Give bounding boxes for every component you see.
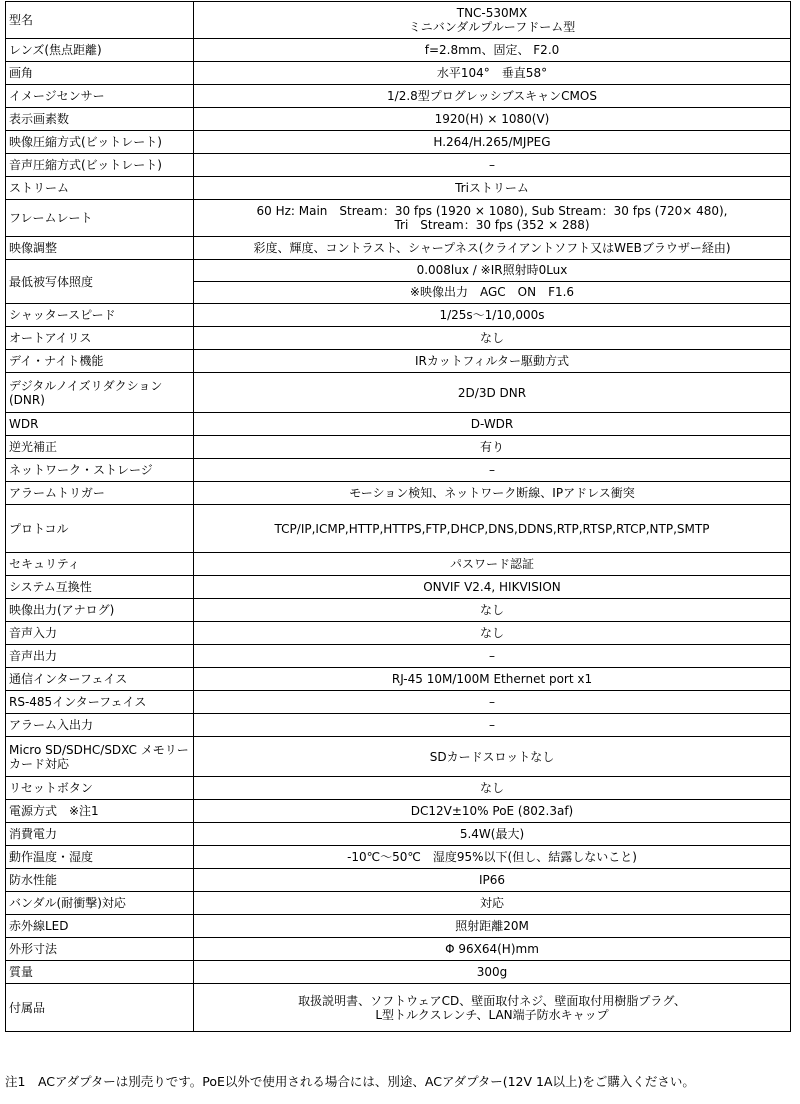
spec-label: 消費電力	[6, 823, 194, 846]
spec-label: 質量	[6, 961, 194, 984]
spec-value-line: なし	[479, 603, 504, 617]
spec-value	[194, 961, 791, 984]
spec-value-line: DC12V±10% PoE (802.3af)	[410, 804, 574, 818]
spec-value-line: IRカットフィルター駆動方式	[415, 354, 569, 368]
spec-table-body	[6, 2, 791, 1032]
spec-row	[6, 436, 791, 459]
spec-label: シャッタースピード	[6, 304, 194, 327]
spec-value-line: 5.4W(最大)	[459, 827, 525, 841]
spec-row	[6, 599, 791, 622]
spec-row	[6, 482, 791, 505]
spec-label: 電源方式 ※注1	[6, 800, 194, 823]
spec-value-line: 1/2.8型プログレッシブスキャンCMOS	[387, 89, 597, 103]
spec-label: 赤外線LED	[6, 915, 194, 938]
spec-label: WDR	[6, 413, 194, 436]
spec-label: RS-485インターフェイス	[6, 691, 194, 714]
spec-label: バンダル(耐衝撃)対応	[6, 892, 194, 915]
spec-value-line: L型トルクスレンチ、LAN端子防水キャップ	[375, 1007, 609, 1022]
spec-row	[6, 691, 791, 714]
spec-value-line: H.264/H.265/MJPEG	[433, 135, 551, 149]
spec-value	[194, 823, 791, 846]
spec-table	[5, 1, 791, 1032]
spec-label: リセットボタン	[6, 777, 194, 800]
spec-row	[6, 177, 791, 200]
spec-value-line: 照射距離20M	[455, 919, 529, 933]
spec-value-line: モーション検知、ネットワーク断線、IPアドレス衝突	[349, 486, 635, 500]
spec-label: オートアイリス	[6, 327, 194, 350]
spec-row	[6, 961, 791, 984]
spec-row	[6, 892, 791, 915]
spec-label: 外形寸法	[6, 938, 194, 961]
spec-label: システム互換性	[6, 576, 194, 599]
spec-value-line: IP66	[478, 873, 506, 887]
spec-row	[6, 85, 791, 108]
spec-row	[6, 459, 791, 482]
spec-value-line: ※映像出力 AGC ON F1.6	[194, 281, 790, 303]
spec-row	[6, 200, 791, 237]
spec-label: イメージセンサー	[6, 85, 194, 108]
spec-row	[6, 984, 791, 1032]
spec-row	[6, 304, 791, 327]
spec-value-line: 1920(H) × 1080(V)	[434, 112, 550, 126]
spec-value	[194, 505, 791, 553]
spec-value	[194, 413, 791, 436]
spec-value-line: –	[489, 463, 495, 477]
spec-value	[194, 154, 791, 177]
spec-label: デジタルノイズリダクション(DNR)	[6, 373, 194, 413]
spec-value	[194, 200, 791, 237]
spec-value	[194, 482, 791, 505]
spec-row	[6, 2, 791, 39]
spec-value-line: ミニバンダルプルーフドーム型	[408, 20, 576, 34]
spec-label: ストリーム	[6, 177, 194, 200]
spec-value	[194, 599, 791, 622]
spec-value-line: なし	[479, 781, 504, 795]
spec-label: プロトコル	[6, 505, 194, 553]
spec-row	[6, 714, 791, 737]
spec-row	[6, 915, 791, 938]
spec-row	[6, 938, 791, 961]
spec-value-line: Φ 96X64(H)mm	[445, 942, 539, 956]
spec-row	[6, 373, 791, 413]
spec-value-line: Tri Stream：30 fps (352 × 288)	[394, 218, 590, 232]
spec-row	[6, 777, 791, 800]
spec-value-line: f=2.8mm、固定、 F2.0	[424, 43, 560, 57]
spec-row	[6, 846, 791, 869]
spec-row	[6, 413, 791, 436]
spec-value-line: TCP/IP,ICMP,HTTP,HTTPS,FTP,DHCP,DNS,DDNS,RTP,RTSP,RTCP,NTP,SMTP	[274, 521, 710, 536]
spec-value-line: 0.008lux / ※IR照射時0Lux	[416, 263, 568, 277]
spec-value	[194, 800, 791, 823]
spec-label: 逆光補正	[6, 436, 194, 459]
spec-row	[6, 505, 791, 553]
spec-value	[194, 892, 791, 915]
footnote: 注1 ACアダプターは別売りです。PoE以外で使用される場合には、別途、ACアダプター(12V 1A以上)をご購入ください。	[5, 1074, 695, 1089]
spec-label: 映像圧縮方式(ビットレート)	[6, 131, 194, 154]
spec-label: 付属品	[6, 984, 194, 1032]
spec-value	[194, 373, 791, 413]
spec-label: 動作温度・湿度	[6, 846, 194, 869]
spec-value-line: 有り	[479, 440, 504, 454]
spec-row	[6, 108, 791, 131]
spec-row	[6, 39, 791, 62]
spec-label: デイ・ナイト機能	[6, 350, 194, 373]
spec-label: Micro SD/SDHC/SDXC メモリーカード対応	[6, 737, 194, 777]
spec-value	[194, 938, 791, 961]
spec-value-line: なし	[479, 331, 504, 345]
spec-value-line: なし	[479, 626, 504, 640]
spec-label: 音声出力	[6, 645, 194, 668]
spec-value	[194, 327, 791, 350]
spec-value	[194, 622, 791, 645]
spec-label: 表示画素数	[6, 108, 194, 131]
spec-value-line: Triストリーム	[455, 181, 529, 195]
spec-label: フレームレート	[6, 200, 194, 237]
spec-value-line: D-WDR	[470, 417, 514, 431]
spec-value-line: SDカードスロットなし	[429, 749, 555, 764]
spec-value-line: 300g	[476, 965, 508, 979]
spec-value	[194, 553, 791, 576]
spec-value-line: –	[489, 649, 495, 663]
spec-value	[194, 350, 791, 373]
spec-value	[194, 869, 791, 892]
spec-row	[6, 154, 791, 177]
spec-value	[194, 714, 791, 737]
spec-row	[6, 327, 791, 350]
spec-label: 音声圧縮方式(ビットレート)	[6, 154, 194, 177]
spec-row	[6, 737, 791, 777]
spec-row	[6, 553, 791, 576]
spec-value	[194, 459, 791, 482]
spec-row	[6, 800, 791, 823]
spec-label: 防水性能	[6, 869, 194, 892]
spec-value-line: 2D/3D DNR	[457, 385, 527, 400]
spec-value	[194, 984, 791, 1032]
spec-value-line: ONVIF V2.4, HIKVISION	[423, 580, 561, 594]
spec-value	[194, 846, 791, 869]
spec-value-line: 1/25s〜1/10,000s	[439, 308, 545, 322]
spec-value-line: 彩度、輝度、コントラスト、シャープネス(クライアントソフト又はWEBブラウザー経由)	[253, 241, 731, 255]
spec-label: ネットワーク・ストレージ	[6, 459, 194, 482]
spec-value	[194, 237, 791, 260]
spec-value-line: –	[489, 718, 495, 732]
spec-value	[194, 39, 791, 62]
spec-row	[6, 237, 791, 260]
spec-row	[6, 62, 791, 85]
spec-label: 型名	[6, 2, 194, 39]
spec-row	[6, 576, 791, 599]
spec-row	[6, 869, 791, 892]
spec-value	[194, 915, 791, 938]
spec-row	[6, 823, 791, 846]
spec-value-line: 水平104° 垂直58°	[436, 66, 548, 80]
spec-value	[194, 108, 791, 131]
spec-row	[6, 131, 791, 154]
spec-value	[194, 2, 791, 39]
spec-value	[194, 260, 791, 304]
spec-value-line: -10℃〜50℃ 湿度95%以下(但し、結露しないこと)	[347, 850, 637, 864]
spec-value-line: RJ-45 10M/100M Ethernet port x1	[391, 672, 593, 686]
spec-value-line: 60 Hz: Main Stream：30 fps (1920 × 1080), Sub Stream：30 fps (720× 480),	[256, 204, 728, 218]
spec-row	[6, 668, 791, 691]
spec-row	[6, 260, 791, 304]
spec-label: 通信インターフェイス	[6, 668, 194, 691]
spec-row	[6, 645, 791, 668]
spec-value	[194, 436, 791, 459]
spec-value	[194, 777, 791, 800]
spec-value	[194, 645, 791, 668]
spec-value	[194, 304, 791, 327]
spec-value-line: 対応	[479, 896, 504, 910]
spec-value-line: –	[489, 158, 495, 172]
spec-value	[194, 62, 791, 85]
spec-label: アラーム入出力	[6, 714, 194, 737]
spec-value	[194, 576, 791, 599]
spec-value-line: –	[489, 695, 495, 709]
spec-row	[6, 350, 791, 373]
spec-row	[6, 622, 791, 645]
spec-value	[194, 737, 791, 777]
spec-label: アラームトリガー	[6, 482, 194, 505]
spec-label: レンズ(焦点距離)	[6, 39, 194, 62]
spec-value-line: 取扱説明書、ソフトウェアCD、壁面取付ネジ、壁面取付用樹脂プラグ、	[298, 993, 686, 1008]
spec-label: 音声入力	[6, 622, 194, 645]
spec-value	[194, 177, 791, 200]
spec-label: 映像調整	[6, 237, 194, 260]
spec-value	[194, 668, 791, 691]
spec-value	[194, 85, 791, 108]
spec-value	[194, 131, 791, 154]
spec-label: 画角	[6, 62, 194, 85]
spec-value	[194, 691, 791, 714]
spec-value-line: TNC-530MX	[456, 6, 528, 20]
spec-label: 映像出力(アナログ)	[6, 599, 194, 622]
spec-label: 最低被写体照度	[6, 260, 194, 304]
spec-label: セキュリティ	[6, 553, 194, 576]
spec-value-line: パスワード認証	[449, 557, 534, 571]
